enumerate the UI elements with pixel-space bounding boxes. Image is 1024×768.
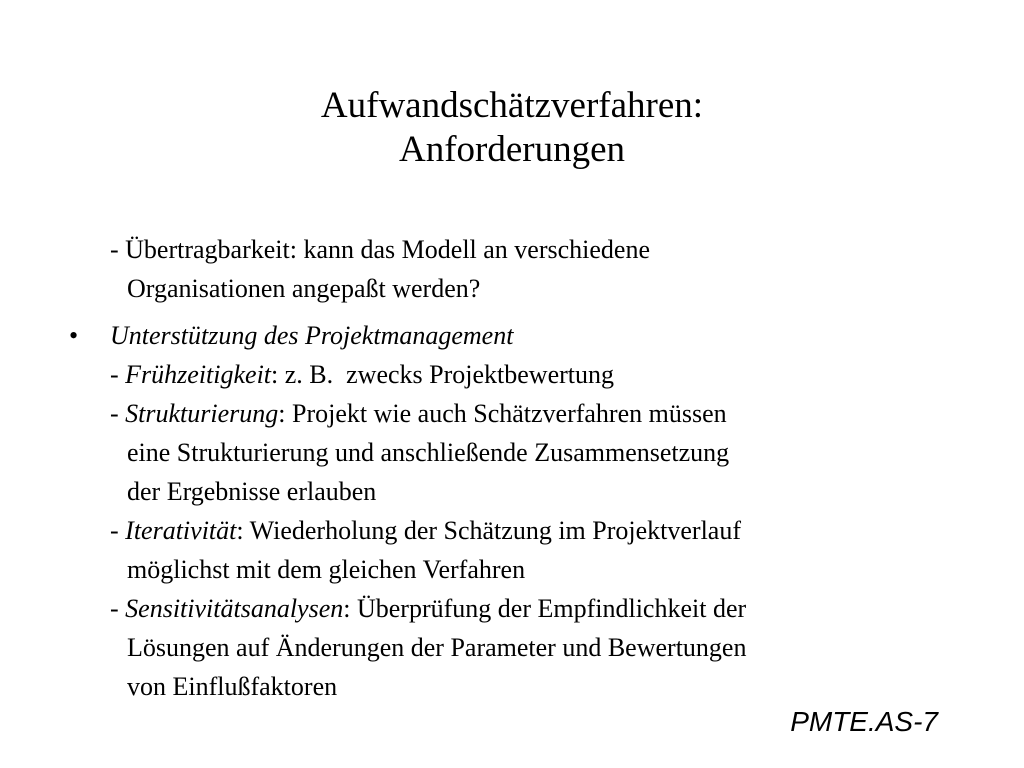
uebertragbarkeit-line-2: Organisationen angepaßt werden? <box>127 274 481 303</box>
strukturierung-item <box>110 394 727 433</box>
sensitivitaet-line-3: von Einflußfaktoren <box>127 672 338 701</box>
sensitivitaet-text-1: : Überprüfung der Empfindlichkeit der <box>343 594 747 623</box>
fruehzeitigkeit-term: Frühzeitigkeit <box>125 360 272 389</box>
sensitivitaet-dash: - <box>110 594 126 623</box>
slide-title-line-2: Anforderungen <box>398 129 626 170</box>
iterativitaet-item <box>110 511 741 550</box>
iterativitaet-line-2: möglichst mit dem gleichen Verfahren <box>127 555 526 584</box>
sensitivitaet-item <box>110 589 746 628</box>
strukturierung-term: Strukturierung <box>125 399 279 428</box>
fruehzeitigkeit-item <box>110 355 614 394</box>
strukturierung-line-3: der Ergebnisse erlauben <box>127 477 377 506</box>
strukturierung-dash: - <box>110 399 126 428</box>
bullet-point: • <box>69 321 79 350</box>
bullet-heading: Unterstützung des Projektmanagement <box>110 321 514 350</box>
sensitivitaet-line-2: Lösungen auf Änderungen der Parameter und Bewertungen <box>127 633 747 662</box>
slide-title <box>0 84 1024 172</box>
iterativitaet-dash: - <box>110 516 126 545</box>
slide-id-footer: PMTE.AS-7 <box>790 706 938 737</box>
sensitivitaet-term: Sensitivitätsanalysen <box>125 594 344 623</box>
slide-title-line-1: Aufwandschätzverfahren: <box>320 85 704 126</box>
uebertragbarkeit-line-1: - Übertragbarkeit: kann das Modell an verschiedene <box>110 235 651 264</box>
fruehzeitigkeit-text: : z. B. zwecks Projektbewertung <box>271 360 614 389</box>
iterativitaet-term: Iterativität <box>125 516 237 545</box>
fruehzeitigkeit-dash: - <box>110 360 126 389</box>
strukturierung-text-1: : Projekt wie auch Schätzverfahren müssen <box>278 399 727 428</box>
strukturierung-line-2: eine Strukturierung und anschließende Zusammensetzung <box>127 438 730 467</box>
iterativitaet-text-1: : Wiederholung der Schätzung im Projektverlauf <box>236 516 741 545</box>
